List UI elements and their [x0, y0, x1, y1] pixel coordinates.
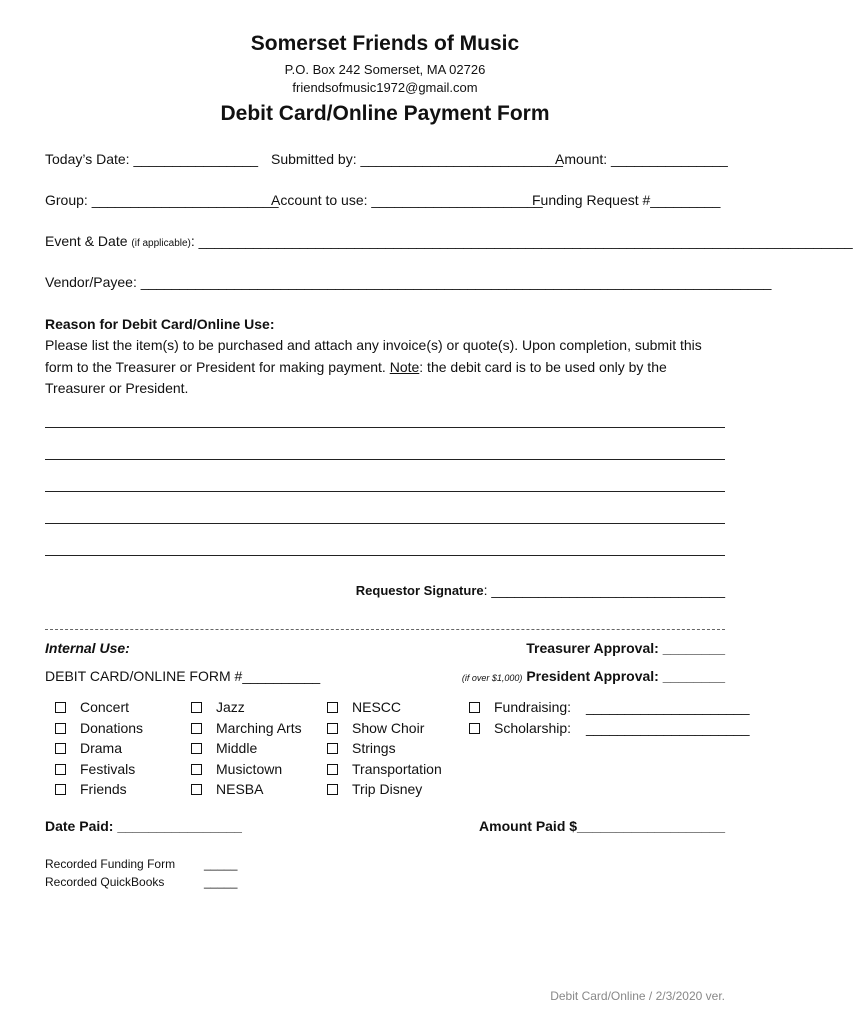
checkbox-icon[interactable]: [191, 784, 202, 795]
checkbox-icon[interactable]: [327, 702, 338, 713]
submitted-by-field[interactable]: Submitted by: __________________________: [271, 151, 563, 167]
checkbox-icon[interactable]: [327, 764, 338, 775]
checkbox-icon[interactable]: [55, 784, 66, 795]
checkbox-icon[interactable]: [191, 743, 202, 754]
account-field[interactable]: Account to use: ______________________: [271, 192, 543, 208]
checkbox-item[interactable]: Scholarship: _____________________: [469, 718, 750, 739]
internal-use-label: Internal Use:: [45, 640, 130, 656]
reason-text-1: Please list the item(s) to be purchased and attach any invoice(s) or quote(s). Upon completion, submit this form to the Treasurer or President for making payment.: [45, 337, 702, 375]
reason-line[interactable]: [45, 427, 725, 428]
event-date-label: Event & Date: [45, 233, 128, 249]
president-approval-label: President Approval: ________: [526, 668, 725, 684]
checkbox-icon[interactable]: [55, 764, 66, 775]
checkbox-icon[interactable]: [191, 702, 202, 713]
section-divider: [45, 629, 725, 630]
checkbox-item[interactable]: Drama: [55, 738, 143, 759]
checkbox-icon[interactable]: [55, 743, 66, 754]
checkbox-item[interactable]: Friends: [55, 779, 143, 800]
organization-name: Somerset Friends of Music: [250, 32, 520, 55]
fundraising-line[interactable]: _____________________: [586, 699, 750, 715]
group-field[interactable]: Group: ________________________: [45, 192, 279, 208]
checkbox-icon[interactable]: [55, 723, 66, 734]
form-title: Debit Card/Online Payment Form: [220, 102, 550, 125]
event-date-line: : ____________________________________________________________________________________: [190, 233, 853, 249]
recorded-funding-form-blank[interactable]: _____: [204, 857, 238, 871]
checkbox-column-2: [191, 697, 302, 800]
recorded-quickbooks-blank[interactable]: _____: [204, 875, 238, 889]
checkbox-column-1: [55, 697, 143, 800]
checkbox-item[interactable]: NESBA: [191, 779, 302, 800]
checkbox-item[interactable]: Fundraising: _____________________: [469, 697, 750, 718]
checkbox-item[interactable]: Middle: [191, 738, 302, 759]
form-version-footer: Debit Card/Online / 2/3/2020 ver.: [550, 989, 725, 1003]
funding-request-field[interactable]: Funding Request #_________: [532, 192, 721, 208]
event-date-note: (if applicable): [131, 238, 191, 249]
todays-date-field[interactable]: Today’s Date: ________________: [45, 151, 259, 167]
reason-instructions: [45, 335, 729, 400]
note-label: Note: [389, 358, 420, 375]
reason-line[interactable]: [45, 523, 725, 524]
checkbox-icon[interactable]: [191, 723, 202, 734]
reason-line[interactable]: [45, 459, 725, 460]
checkbox-icon[interactable]: [469, 702, 480, 713]
over-amount-note: (if over $1,000): [461, 673, 523, 683]
checkbox-item[interactable]: Transportation: [327, 759, 442, 780]
checkbox-icon[interactable]: [327, 743, 338, 754]
amount-field[interactable]: Amount: _______________: [555, 151, 728, 167]
reason-heading: Reason for Debit Card/Online Use:: [45, 316, 275, 332]
vendor-payee-field[interactable]: Vendor/Payee: _________________________________________________________________________________: [45, 274, 772, 290]
checkbox-icon[interactable]: [55, 702, 66, 713]
amount-paid-field[interactable]: Amount Paid $___________________: [479, 818, 725, 834]
signature-label: Requestor Signature: [355, 583, 484, 598]
recorded-funding-form-label: Recorded Funding Form: [45, 857, 176, 871]
checkbox-column-3: [327, 697, 442, 800]
date-paid-field[interactable]: Date Paid: ________________: [45, 818, 242, 834]
checkbox-item[interactable]: Musictown: [191, 759, 302, 780]
checkbox-item[interactable]: Festivals: [55, 759, 143, 780]
event-date-field[interactable]: [45, 233, 853, 249]
checkbox-item[interactable]: Strings: [327, 738, 442, 759]
checkbox-item[interactable]: Jazz: [191, 697, 302, 718]
signature-line: : ______________________________: [483, 582, 725, 598]
checkbox-item[interactable]: Marching Arts: [191, 718, 302, 739]
reason-text-2: : the debit card is to be used only by the Treasurer or President.: [45, 358, 667, 396]
recorded-quickbooks-label: Recorded QuickBooks: [45, 875, 165, 889]
checkbox-item[interactable]: Trip Disney: [327, 779, 442, 800]
checkbox-icon[interactable]: [327, 784, 338, 795]
checkbox-icon[interactable]: [469, 723, 480, 734]
organization-address: P.O. Box 242 Somerset, MA 02726: [284, 62, 486, 77]
checkbox-icon[interactable]: [327, 723, 338, 734]
scholarship-line[interactable]: _____________________: [586, 719, 750, 736]
treasurer-approval-field[interactable]: Treasurer Approval: ________: [526, 640, 725, 656]
organization-email: friendsofmusic1972@gmail.com: [292, 80, 478, 95]
checkbox-column-4: [469, 697, 750, 738]
requestor-signature-field[interactable]: [356, 582, 725, 598]
form-number-field[interactable]: DEBIT CARD/ONLINE FORM #__________: [45, 668, 321, 684]
checkbox-item[interactable]: Show Choir: [327, 718, 442, 739]
reason-line[interactable]: [45, 555, 725, 556]
president-approval-field[interactable]: [462, 668, 725, 684]
checkbox-item[interactable]: Donations: [55, 718, 143, 739]
checkbox-item[interactable]: NESCC: [327, 697, 442, 718]
checkbox-icon[interactable]: [191, 764, 202, 775]
reason-line[interactable]: [45, 491, 725, 492]
checkbox-item[interactable]: Concert: [55, 697, 143, 718]
